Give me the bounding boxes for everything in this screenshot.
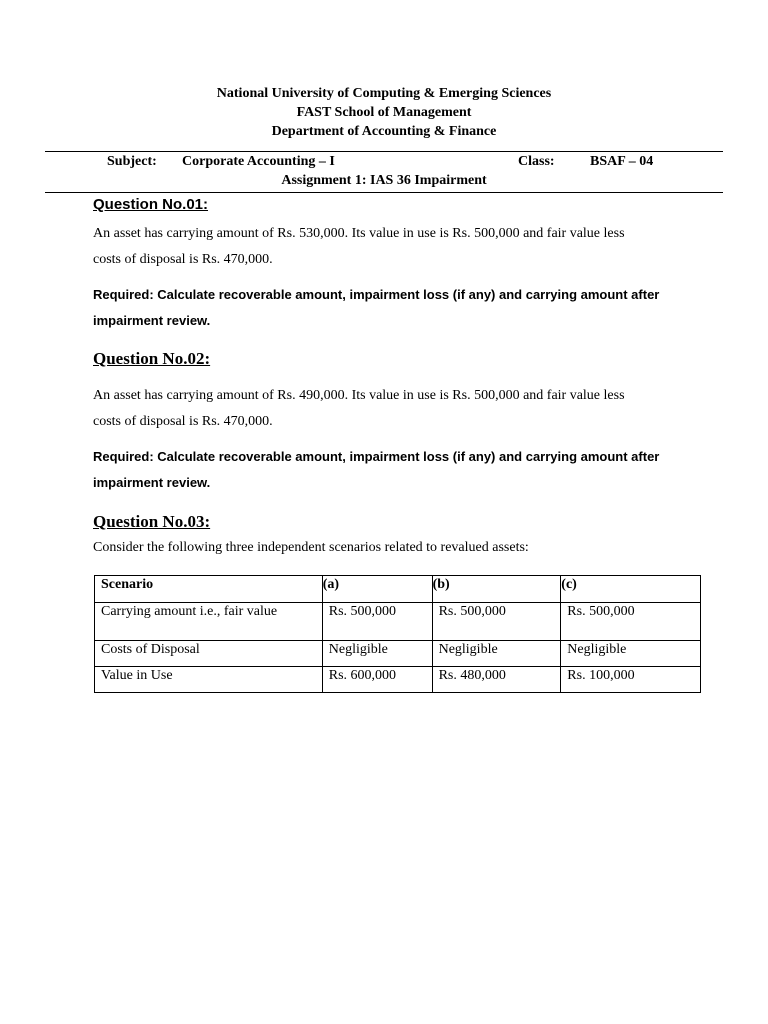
- question-2-required-line-2: impairment review.: [93, 475, 211, 490]
- table-header-cell: (c): [561, 576, 701, 603]
- table-cell: Carrying amount i.e., fair value: [95, 603, 323, 641]
- question-1-text: [93, 221, 693, 273]
- table-cell: Costs of Disposal: [95, 641, 323, 667]
- table-cell: Rs. 500,000: [561, 603, 701, 641]
- department-name: Department of Accounting & Finance: [271, 124, 497, 139]
- table-cell: Negligible: [322, 641, 432, 667]
- subject-label: Subject:: [107, 154, 157, 169]
- table-row: [95, 603, 701, 641]
- subject-row: [0, 154, 768, 172]
- question-3-heading: Question No.03:: [93, 512, 211, 531]
- table-cell: Negligible: [432, 641, 561, 667]
- table-cell: Rs. 480,000: [432, 667, 561, 693]
- scenario-table: [94, 575, 701, 693]
- table-header-cell: (a): [322, 576, 432, 603]
- class-label: Class:: [518, 154, 555, 169]
- top-divider: [45, 151, 723, 152]
- question-2-heading: Question No.02:: [93, 349, 211, 368]
- table-header-cell: (b): [432, 576, 561, 603]
- question-1-required: [93, 282, 693, 334]
- table-cell: Rs. 600,000: [322, 667, 432, 693]
- question-1-required-line-1: Required: Calculate recoverable amount, impairment loss (if any) and carrying amount after: [93, 287, 660, 302]
- question-1-line-2: costs of disposal is Rs. 470,000.: [93, 252, 273, 267]
- table-cell: Rs. 100,000: [561, 667, 701, 693]
- class-value: BSAF – 04: [590, 154, 654, 169]
- question-3-intro: Consider the following three independent scenarios related to revalued assets:: [93, 540, 529, 555]
- question-2-required-line-1: Required: Calculate recoverable amount, impairment loss (if any) and carrying amount after: [93, 449, 660, 464]
- university-name: National University of Computing & Emerging Sciences: [216, 86, 552, 101]
- table-cell: Negligible: [561, 641, 701, 667]
- subject-value: Corporate Accounting – I: [182, 154, 335, 169]
- question-1-required-line-2: impairment review.: [93, 313, 211, 328]
- table-row: [95, 667, 701, 693]
- question-2-line-2: costs of disposal is Rs. 470,000.: [93, 414, 273, 429]
- table-header-row: [95, 576, 701, 603]
- question-1-line-1: An asset has carrying amount of Rs. 530,000. Its value in use is Rs. 500,000 and fair value less: [93, 226, 625, 241]
- question-2-required: [93, 444, 693, 496]
- question-2-text: [93, 383, 693, 435]
- assignment-title: Assignment 1: IAS 36 Impairment: [281, 173, 487, 188]
- table-cell: Rs. 500,000: [432, 603, 561, 641]
- school-name: FAST School of Management: [296, 105, 472, 120]
- table-cell: Rs. 500,000: [322, 603, 432, 641]
- table-cell: Value in Use: [95, 667, 323, 693]
- document-header: [0, 84, 768, 141]
- table-header-cell: Scenario: [95, 576, 323, 603]
- bottom-divider: [45, 192, 723, 193]
- table-row: [95, 641, 701, 667]
- question-2-line-1: An asset has carrying amount of Rs. 490,000. Its value in use is Rs. 500,000 and fair value less: [93, 388, 625, 403]
- question-1-heading: Question No.01:: [93, 196, 209, 213]
